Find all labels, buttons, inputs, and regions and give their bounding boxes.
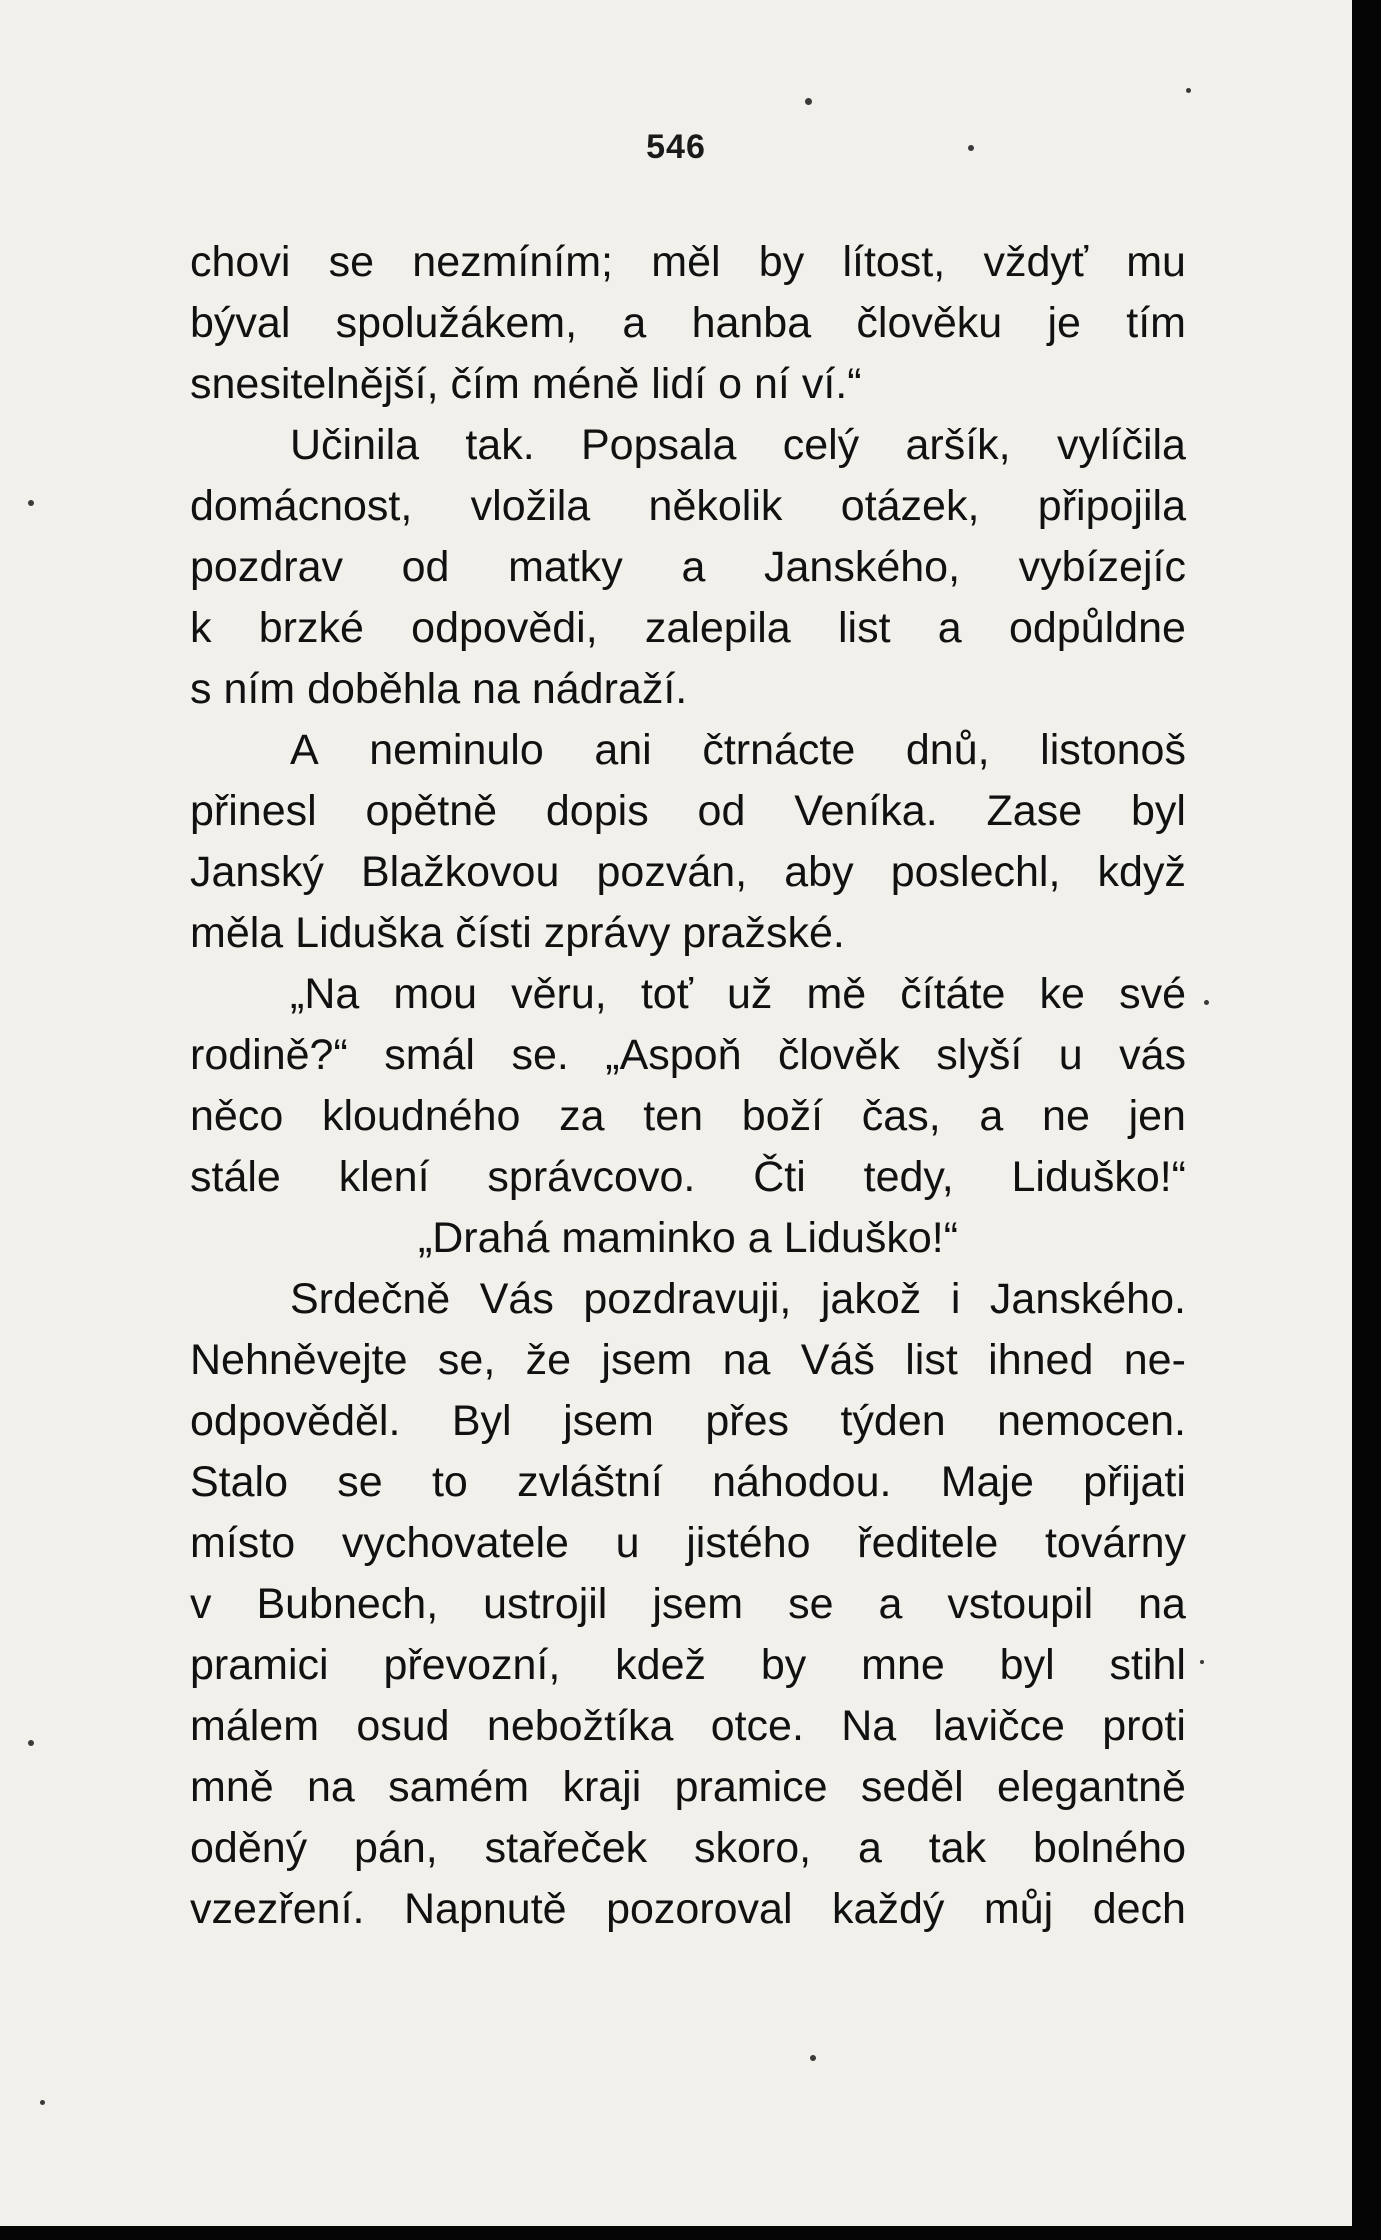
text-word: pramice xyxy=(674,1763,828,1811)
text-word: k xyxy=(190,604,212,652)
text-word: to xyxy=(431,1458,468,1506)
text-word: Janského, xyxy=(764,543,961,591)
text-word: za xyxy=(559,1092,605,1140)
text-word: aršík, xyxy=(905,421,1011,469)
text-word: od xyxy=(401,543,450,591)
text-word: se, xyxy=(437,1336,496,1384)
scan-speck xyxy=(810,2055,816,2061)
text-word: otce. xyxy=(710,1702,804,1750)
text-line-content: měla Liduška čísti zprávy pražské. xyxy=(190,909,845,957)
text-word: celý xyxy=(782,421,860,469)
text-word: se xyxy=(337,1458,383,1506)
text-word: rodině?“ xyxy=(190,1031,348,1079)
text-line xyxy=(190,1513,1186,1574)
text-word: zvláštní xyxy=(517,1458,663,1506)
text-word: čítáte xyxy=(900,970,1006,1018)
text-word: dnů, xyxy=(905,726,990,774)
text-word: pán, xyxy=(354,1824,438,1872)
text-word: Popsala xyxy=(580,421,737,469)
text-word: Liduško!“ xyxy=(1011,1153,1186,1201)
text-word: Veníka. xyxy=(794,787,938,835)
text-word: brzké xyxy=(258,604,364,652)
text-word: málem xyxy=(190,1702,320,1750)
text-word: Stalo xyxy=(190,1458,289,1506)
text-word: klení xyxy=(338,1153,430,1201)
text-word: se xyxy=(328,238,375,286)
text-word: odpůldne xyxy=(1008,604,1186,652)
text-line xyxy=(190,964,1186,1025)
scan-speck xyxy=(40,2100,45,2105)
text-word: a xyxy=(878,1580,903,1628)
scan-speck xyxy=(805,98,812,105)
text-word: kdež xyxy=(615,1641,707,1689)
text-word: mně xyxy=(190,1763,274,1811)
text-word: i xyxy=(950,1275,961,1323)
text-word: stihl xyxy=(1109,1641,1186,1689)
text-word: „Aspoň xyxy=(605,1031,742,1079)
text-word: smál xyxy=(384,1031,475,1079)
scan-border-right xyxy=(1352,0,1381,2240)
text-word: místo xyxy=(190,1519,296,1567)
text-word: mou xyxy=(393,970,478,1018)
text-line xyxy=(190,1269,1186,1330)
text-word: tak. xyxy=(465,421,535,469)
text-word: tím xyxy=(1126,299,1186,347)
text-word: ani xyxy=(594,726,652,774)
text-word: pozdravuji, xyxy=(583,1275,792,1323)
scan-speck xyxy=(1200,1660,1204,1664)
text-word: ihned xyxy=(988,1336,1094,1384)
text-word: můj xyxy=(983,1885,1054,1933)
text-line xyxy=(190,659,1186,720)
text-word: jen xyxy=(1128,1092,1186,1140)
text-word: člověk xyxy=(777,1031,900,1079)
text-line xyxy=(190,1086,1186,1147)
text-word: továrny xyxy=(1044,1519,1186,1567)
text-word: Napnutě xyxy=(403,1885,567,1933)
text-word: tak xyxy=(928,1824,987,1872)
text-line xyxy=(190,842,1186,903)
text-word: stařeček xyxy=(484,1824,648,1872)
text-word: ten xyxy=(643,1092,704,1140)
text-word: a xyxy=(979,1092,1004,1140)
text-word: samém xyxy=(388,1763,530,1811)
text-word: čtrnácte xyxy=(702,726,856,774)
text-word: jsem xyxy=(652,1580,744,1628)
text-line xyxy=(190,903,1186,964)
text-word: bolného xyxy=(1032,1824,1186,1872)
text-word: ustrojil xyxy=(483,1580,608,1628)
text-line xyxy=(190,354,1186,415)
scan-speck xyxy=(968,145,974,151)
text-word: pozván, xyxy=(596,848,748,896)
text-word: dech xyxy=(1092,1885,1186,1933)
text-word: vložila xyxy=(470,482,591,530)
scan-speck xyxy=(1204,1000,1209,1005)
text-word: na xyxy=(306,1763,355,1811)
text-word: mě xyxy=(806,970,867,1018)
text-word: slyší xyxy=(936,1031,1023,1079)
text-word: byl xyxy=(1130,787,1186,835)
text-word: neminulo xyxy=(369,726,544,774)
text-word: se. xyxy=(511,1031,569,1079)
text-word: poslechl, xyxy=(890,848,1061,896)
text-word: Váš xyxy=(800,1336,875,1384)
text-word: se xyxy=(788,1580,834,1628)
text-word: Srdečně xyxy=(290,1275,451,1323)
text-word: oděný xyxy=(190,1824,308,1872)
text-word: ředitele xyxy=(857,1519,999,1567)
text-word: čas, xyxy=(861,1092,941,1140)
text-word: své xyxy=(1119,970,1186,1018)
text-line-content: „Drahá maminko a Liduško!“ xyxy=(417,1214,959,1262)
text-word: už xyxy=(726,970,773,1018)
text-word: stále xyxy=(190,1153,281,1201)
text-line xyxy=(190,537,1186,598)
text-word: připojila xyxy=(1037,482,1186,530)
text-word: na xyxy=(722,1336,771,1384)
text-word: odpověděl. xyxy=(190,1397,401,1445)
text-word: na xyxy=(1138,1580,1186,1628)
text-word: něco xyxy=(190,1092,284,1140)
text-line xyxy=(190,232,1186,293)
text-word: věru, xyxy=(511,970,607,1018)
text-line xyxy=(190,415,1186,476)
text-word: lavičce xyxy=(933,1702,1065,1750)
text-word: Zase xyxy=(986,787,1083,835)
text-word: nebožtíka xyxy=(486,1702,674,1750)
text-word: vzezření. xyxy=(190,1885,365,1933)
text-line xyxy=(190,1208,1186,1269)
text-line-content: s ním doběhla na nádraží. xyxy=(190,665,688,713)
text-line xyxy=(190,1391,1186,1452)
text-word: ne- xyxy=(1123,1336,1186,1384)
text-word: jakož xyxy=(820,1275,922,1323)
text-line xyxy=(190,781,1186,842)
text-word: chovi xyxy=(190,238,291,286)
text-word: byl xyxy=(999,1641,1055,1689)
scan-speck xyxy=(28,1740,34,1746)
text-word: pozoroval xyxy=(606,1885,793,1933)
text-word: u xyxy=(1058,1031,1083,1079)
text-word: ke xyxy=(1039,970,1085,1018)
text-word: vstoupil xyxy=(947,1580,1094,1628)
text-word: Byl xyxy=(451,1397,512,1445)
text-word: nezmíním; xyxy=(412,238,614,286)
text-word: opětně xyxy=(365,787,498,835)
scan-speck xyxy=(1186,88,1191,93)
text-word: převozní, xyxy=(383,1641,561,1689)
text-word: tedy, xyxy=(863,1153,954,1201)
text-word: list xyxy=(905,1336,958,1384)
text-line-content: snesitelnější, čím méně lidí o ní ví.“ xyxy=(190,360,862,408)
text-word: kraji xyxy=(562,1763,642,1811)
text-word: zalepila xyxy=(644,604,791,652)
text-word: Vás xyxy=(479,1275,554,1323)
text-word: domácnost, xyxy=(190,482,413,530)
text-word: spolužákem, xyxy=(335,299,578,347)
text-word: osud xyxy=(356,1702,450,1750)
text-word: boží xyxy=(741,1092,824,1140)
text-word: každý xyxy=(832,1885,945,1933)
text-word: seděl xyxy=(860,1763,964,1811)
text-word: A xyxy=(290,726,319,774)
text-word: vždyť xyxy=(983,238,1088,286)
text-word: „Na xyxy=(290,970,360,1018)
text-word: v xyxy=(190,1580,212,1628)
text-line xyxy=(190,1879,1186,1940)
text-word: Janský xyxy=(190,848,324,896)
body-text xyxy=(190,232,1186,1940)
text-line xyxy=(190,1757,1186,1818)
text-word: by xyxy=(760,1641,807,1689)
text-word: a xyxy=(622,299,647,347)
text-word: člověku xyxy=(856,299,1003,347)
text-line xyxy=(190,1574,1186,1635)
text-word: by xyxy=(758,238,805,286)
text-word: vás xyxy=(1119,1031,1186,1079)
text-word: jsem xyxy=(563,1397,654,1445)
page-number: 546 xyxy=(646,128,706,166)
text-word: Maje xyxy=(940,1458,1034,1506)
text-word: jistého xyxy=(686,1519,811,1567)
text-word: Nehněvejte xyxy=(190,1336,408,1384)
text-line xyxy=(190,1452,1186,1513)
text-line xyxy=(190,1635,1186,1696)
text-line xyxy=(190,476,1186,537)
text-word: Janského. xyxy=(989,1275,1186,1323)
text-word: a xyxy=(681,543,706,591)
text-word: pramici xyxy=(190,1641,329,1689)
text-word: aby xyxy=(784,848,854,896)
text-word: a xyxy=(937,604,962,652)
text-line xyxy=(190,598,1186,659)
text-word: mu xyxy=(1126,238,1186,286)
text-line xyxy=(190,1330,1186,1391)
scan-speck xyxy=(28,500,34,506)
text-word: dopis xyxy=(545,787,649,835)
text-word: Blažkovou xyxy=(360,848,560,896)
text-word: hanba xyxy=(691,299,812,347)
text-word: býval xyxy=(190,299,291,347)
text-word: vychovatele xyxy=(341,1519,569,1567)
text-word: jsem xyxy=(601,1336,693,1384)
text-line xyxy=(190,1025,1186,1086)
text-word: elegantně xyxy=(997,1763,1186,1811)
text-word: Bubnech, xyxy=(256,1580,439,1628)
text-word: Čti xyxy=(753,1153,806,1201)
text-line xyxy=(190,1147,1186,1208)
text-word: několik xyxy=(648,482,783,530)
text-word: ne xyxy=(1042,1092,1090,1140)
text-word: od xyxy=(697,787,746,835)
text-word: správcovo. xyxy=(487,1153,696,1201)
text-word: náhodou. xyxy=(712,1458,892,1506)
text-word: přinesl xyxy=(190,787,317,835)
text-word: nemocen. xyxy=(997,1397,1186,1445)
text-word: skoro, xyxy=(693,1824,812,1872)
text-word: týden xyxy=(840,1397,946,1445)
text-word: že xyxy=(525,1336,572,1384)
text-word: vybízejíc xyxy=(1018,543,1186,591)
text-word: a xyxy=(857,1824,882,1872)
text-word: otázek, xyxy=(840,482,980,530)
text-word: toť xyxy=(640,970,693,1018)
text-word: kloudného xyxy=(321,1092,521,1140)
text-word: vylíčila xyxy=(1056,421,1186,469)
text-word: pozdrav xyxy=(190,543,343,591)
text-word: když xyxy=(1097,848,1186,896)
text-line xyxy=(190,720,1186,781)
text-word: mne xyxy=(861,1641,945,1689)
text-line xyxy=(190,1818,1186,1879)
text-word: list xyxy=(837,604,891,652)
text-word: přes xyxy=(705,1397,789,1445)
text-word: lítost, xyxy=(842,238,946,286)
scan-border-bottom xyxy=(0,2226,1381,2240)
text-word: listonoš xyxy=(1040,726,1186,774)
text-word: odpovědi, xyxy=(411,604,598,652)
text-word: proti xyxy=(1102,1702,1186,1750)
text-line xyxy=(190,1696,1186,1757)
text-word: měl xyxy=(651,238,721,286)
text-word: Na xyxy=(841,1702,897,1750)
text-word: Učinila xyxy=(290,421,420,469)
text-word: matky xyxy=(508,543,623,591)
text-word: přijati xyxy=(1083,1458,1186,1506)
text-line xyxy=(190,293,1186,354)
text-word: u xyxy=(615,1519,640,1567)
text-word: je xyxy=(1047,299,1081,347)
